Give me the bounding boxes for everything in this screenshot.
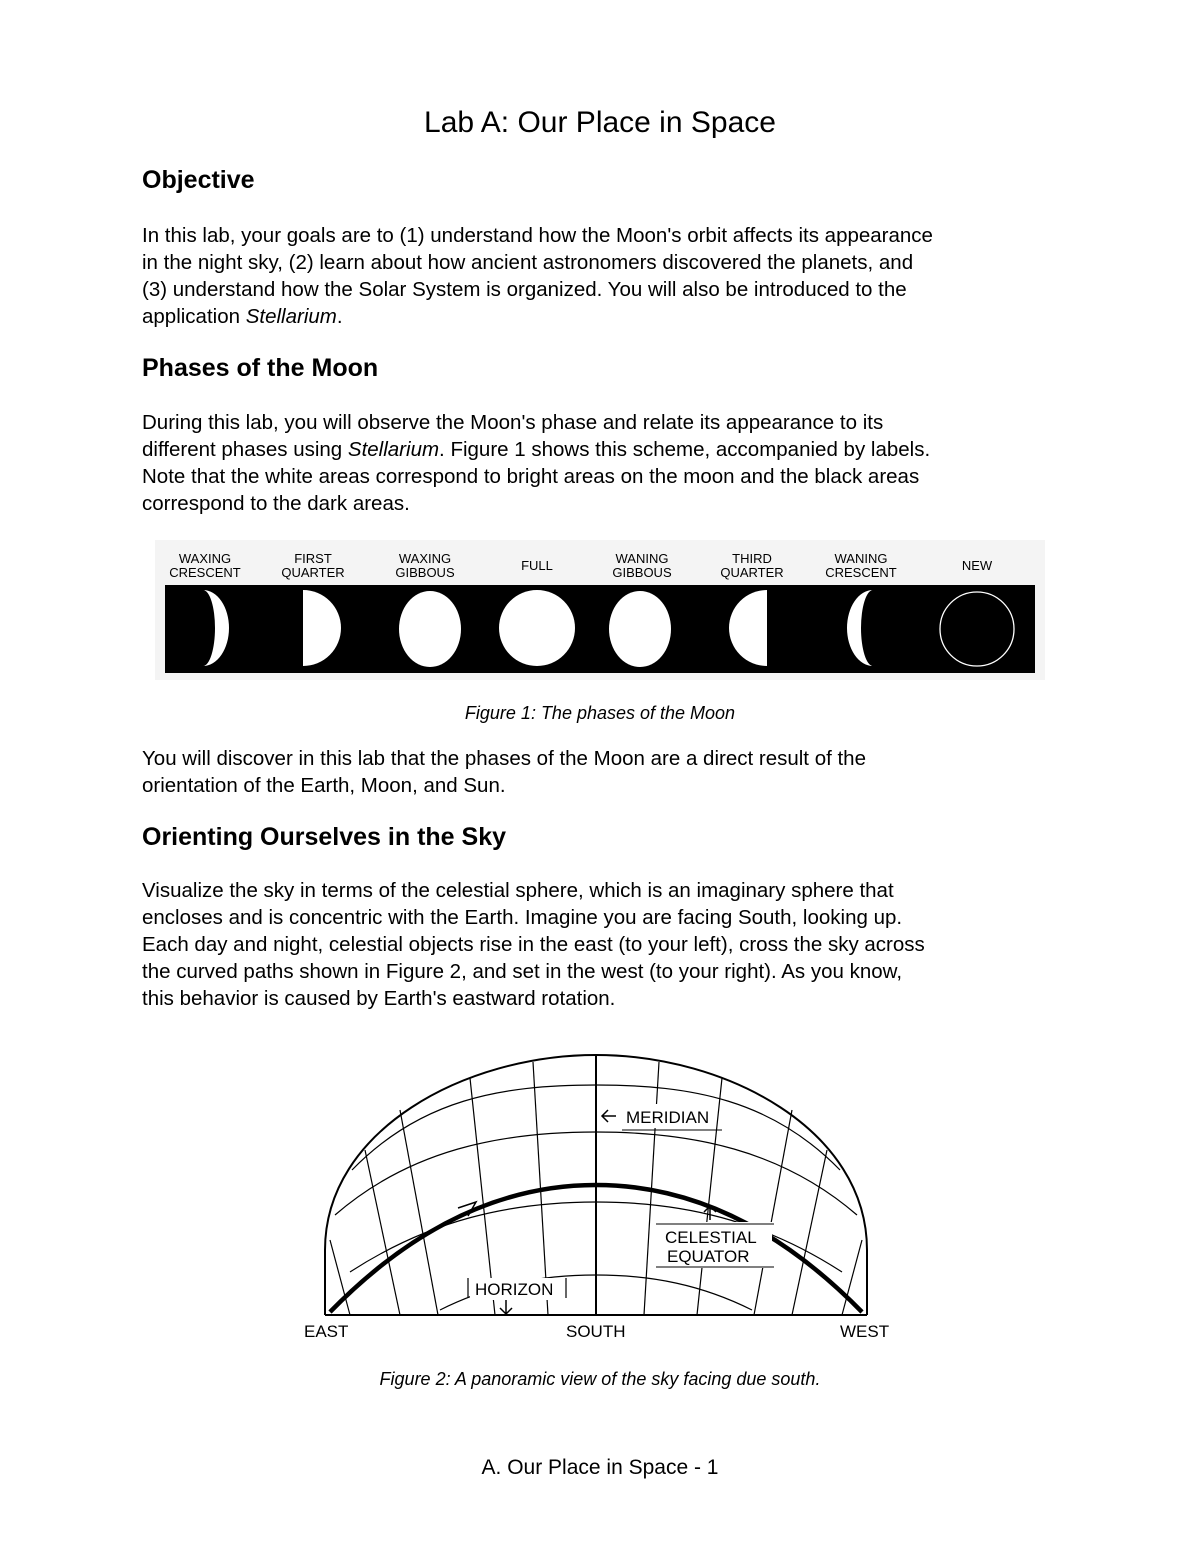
- new-moon: [940, 592, 1014, 666]
- phase-label: NEW: [961, 558, 993, 573]
- phase-label: CRESCENT: [169, 565, 241, 580]
- horizon-label: HORIZON: [475, 1280, 554, 1299]
- sky-grid: [325, 1055, 867, 1315]
- equator-label: EQUATOR: [667, 1247, 750, 1266]
- waxing-gibbous-moon: [399, 591, 461, 667]
- text-line: [142, 436, 1072, 463]
- stellarium-italic: Stellarium: [245, 305, 337, 328]
- text-line: You will discover in this lab that the phases of the Moon are a direct result of the: [142, 747, 866, 770]
- text-line: orientation of the Earth, Moon, and Sun.: [142, 774, 506, 797]
- text-fragment: . Figure 1 shows this scheme, accompanied by labels.: [439, 438, 931, 461]
- text-line: [142, 303, 1072, 330]
- phase-label: WAXING: [398, 551, 452, 566]
- phase-label: WAXING: [178, 551, 232, 566]
- orienting-heading: Orienting Ourselves in the Sky: [142, 823, 507, 851]
- text-line: the curved paths shown in Figure 2, and set in the west (to your right). As you know,: [142, 960, 903, 983]
- celestial-label: CELESTIAL: [665, 1228, 757, 1247]
- objective-paragraph: [142, 222, 1072, 330]
- text-fragment: application: [142, 305, 246, 328]
- phases-heading: Phases of the Moon: [142, 354, 379, 382]
- phase-label: THIRD: [732, 551, 772, 566]
- text-line: this behavior is caused by Earth's eastward rotation.: [142, 987, 616, 1010]
- phase-strip: [165, 585, 1035, 673]
- west-label: WEST: [840, 1322, 890, 1341]
- text-line: correspond to the dark areas.: [142, 492, 410, 515]
- azimuth-line: [754, 1110, 792, 1315]
- horizon-label-group: [468, 1278, 566, 1314]
- phase-label: GIBBOUS: [612, 565, 672, 580]
- objective-heading: Objective: [142, 166, 255, 194]
- text-line: Each day and night, celestial objects rise in the east (to your left), cross the sky across: [142, 933, 925, 956]
- phase-label: CRESCENT: [825, 565, 897, 580]
- phases-after-paragraph: [142, 745, 1072, 799]
- waning-gibbous-moon: [609, 591, 671, 667]
- meridian-label-group: [602, 1104, 722, 1130]
- text-line: Visualize the sky in terms of the celestial sphere, which is an imaginary sphere that: [142, 879, 894, 902]
- sky-panorama-figure: [290, 1040, 910, 1360]
- phase-label: FULL: [521, 558, 553, 573]
- phase-label: WANING: [834, 551, 888, 566]
- document-title: Lab A: Our Place in Space: [424, 106, 776, 139]
- orienting-paragraph: [142, 877, 1072, 1012]
- east-label: EAST: [304, 1322, 349, 1341]
- down-arrow-icon: [500, 1300, 512, 1314]
- text-line: in the night sky, (2) learn about how ancient astronomers discovered the planets, and: [142, 251, 914, 274]
- azimuth-line: [400, 1110, 438, 1315]
- south-label: SOUTH: [566, 1322, 626, 1341]
- phases-paragraph: [142, 409, 1072, 517]
- figure2-caption: Figure 2: A panoramic view of the sky facing due south.: [379, 1369, 821, 1389]
- text-line: (3) understand how the Solar System is organized. You will also be introduced to the: [142, 278, 907, 301]
- phase-label: GIBBOUS: [395, 565, 455, 580]
- full-moon: [499, 590, 575, 666]
- meridian-label: MERIDIAN: [626, 1108, 710, 1127]
- text-line: In this lab, your goals are to (1) understand how the Moon's orbit affects its appearance: [142, 224, 933, 247]
- text-line: Note that the white areas correspond to bright areas on the moon and the black areas: [142, 465, 920, 488]
- phase-label: QUARTER: [720, 565, 784, 580]
- phase-label: FIRST: [294, 551, 332, 566]
- text-fragment: .: [336, 305, 343, 328]
- moon-phases-figure: [155, 540, 1045, 680]
- text-fragment: different phases using: [142, 438, 348, 461]
- stellarium-italic: Stellarium: [347, 438, 440, 461]
- page-footer: A. Our Place in Space - 1: [481, 1456, 719, 1479]
- phase-label: QUARTER: [281, 565, 345, 580]
- text-line: encloses and is concentric with the Earth. Imagine you are facing South, looking up.: [142, 906, 903, 929]
- text-line: During this lab, you will observe the Moon's phase and relate its appearance to its: [142, 411, 884, 434]
- phase-label: WANING: [615, 551, 669, 566]
- meridian-arrow-icon: [602, 1110, 616, 1122]
- figure1-caption: Figure 1: The phases of the Moon: [464, 703, 736, 723]
